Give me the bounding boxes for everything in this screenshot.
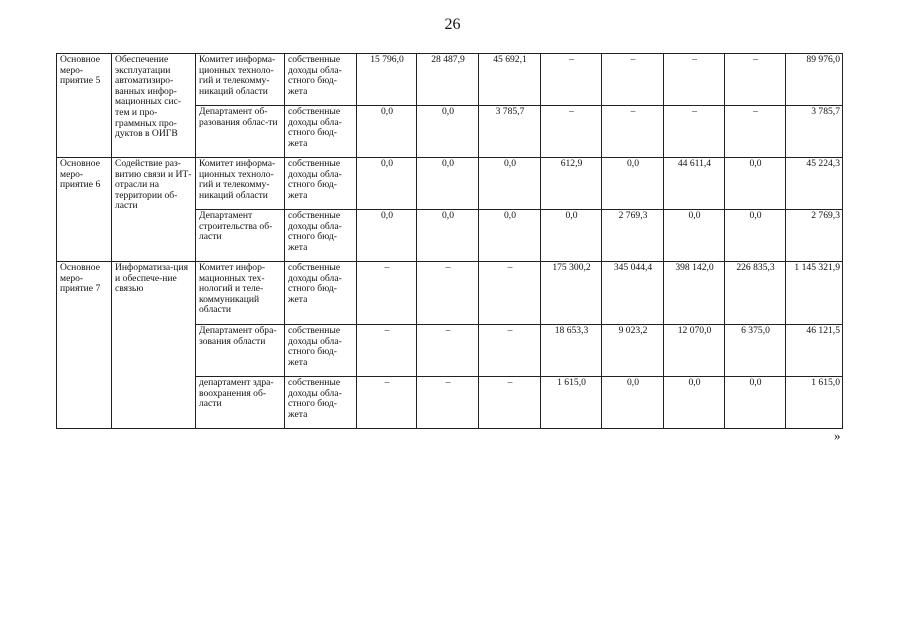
total-cell: 89 976,0 bbox=[786, 54, 843, 106]
value-cell: 3 785,7 bbox=[479, 106, 541, 158]
event-cell: Основное меро-приятие 5 bbox=[57, 54, 112, 158]
value-cell: 0,0 bbox=[417, 210, 479, 262]
value-cell: 44 611,4 bbox=[664, 158, 725, 210]
executor-cell: Департамент строительства об-ласти bbox=[196, 210, 285, 262]
executor-cell: Департамент обра-зования области bbox=[196, 325, 285, 377]
funding-source-cell: собственные доходы обла-стного бюд-жета bbox=[285, 262, 357, 325]
total-cell: 45 224,3 bbox=[786, 158, 843, 210]
value-cell: – bbox=[602, 106, 664, 158]
funding-source-cell: собственные доходы обла-стного бюд-жета bbox=[285, 158, 357, 210]
value-cell: 398 142,0 bbox=[664, 262, 725, 325]
value-cell: – bbox=[417, 377, 479, 429]
event-description-cell: Содействие раз-витию связи и ИТ-отрасли на территории об-ласти bbox=[112, 158, 196, 262]
value-cell: 9 023,2 bbox=[602, 325, 664, 377]
value-cell: 18 653,3 bbox=[541, 325, 602, 377]
value-cell: 0,0 bbox=[541, 210, 602, 262]
value-cell: 15 796,0 bbox=[357, 54, 417, 106]
value-cell: 175 300,2 bbox=[541, 262, 602, 325]
value-cell: 612,9 bbox=[541, 158, 602, 210]
executor-cell: Комитет информа-ционных техноло-гий и телекомму-никаций области bbox=[196, 158, 285, 210]
value-cell: 6 375,0 bbox=[725, 325, 786, 377]
total-cell: 1 615,0 bbox=[786, 377, 843, 429]
total-cell: 2 769,3 bbox=[786, 210, 843, 262]
funding-source-cell: собственные доходы обла-стного бюд-жета bbox=[285, 54, 357, 106]
value-cell: 0,0 bbox=[725, 377, 786, 429]
value-cell: – bbox=[725, 106, 786, 158]
value-cell: 0,0 bbox=[602, 158, 664, 210]
total-cell: 1 145 321,9 bbox=[786, 262, 843, 325]
value-cell: 0,0 bbox=[725, 158, 786, 210]
value-cell: – bbox=[541, 106, 602, 158]
funding-source-cell: собственные доходы обла-стного бюд-жета bbox=[285, 106, 357, 158]
value-cell: – bbox=[417, 262, 479, 325]
value-cell: – bbox=[725, 54, 786, 106]
value-cell: 0,0 bbox=[479, 158, 541, 210]
funding-source-cell: собственные доходы обла-стного бюд-жета bbox=[285, 325, 357, 377]
value-cell: 1 615,0 bbox=[541, 377, 602, 429]
value-cell: 345 044,4 bbox=[602, 262, 664, 325]
value-cell: – bbox=[664, 54, 725, 106]
value-cell: – bbox=[664, 106, 725, 158]
budget-table bbox=[56, 53, 843, 429]
value-cell: 0,0 bbox=[417, 106, 479, 158]
value-cell: 0,0 bbox=[417, 158, 479, 210]
value-cell: 0,0 bbox=[725, 210, 786, 262]
table-row bbox=[57, 262, 843, 325]
value-cell: 0,0 bbox=[357, 158, 417, 210]
value-cell: 0,0 bbox=[479, 210, 541, 262]
value-cell: – bbox=[479, 377, 541, 429]
executor-cell: Комитет информа-ционных техноло-гий и телекомму-никаций области bbox=[196, 54, 285, 106]
closing-quote-mark: » bbox=[834, 428, 841, 443]
value-cell: – bbox=[357, 262, 417, 325]
value-cell: 28 487,9 bbox=[417, 54, 479, 106]
executor-cell: Департамент об-разования облас-ти bbox=[196, 106, 285, 158]
value-cell: – bbox=[479, 262, 541, 325]
funding-source-cell: собственные доходы обла-стного бюд-жета bbox=[285, 377, 357, 429]
table-row bbox=[57, 158, 843, 210]
value-cell: – bbox=[357, 377, 417, 429]
value-cell: – bbox=[602, 54, 664, 106]
value-cell: 45 692,1 bbox=[479, 54, 541, 106]
value-cell: 2 769,3 bbox=[602, 210, 664, 262]
event-description-cell: Обеспечение эксплуатации автоматизиро-ванных инфор-мационных сис-тем и про-граммных про-дуктов в ОИГВ bbox=[112, 54, 196, 158]
value-cell: 226 835,3 bbox=[725, 262, 786, 325]
event-cell: Основное меро-приятие 7 bbox=[57, 262, 112, 429]
event-cell: Основное меро-приятие 6 bbox=[57, 158, 112, 262]
funding-source-cell: собственные доходы обла-стного бюд-жета bbox=[285, 210, 357, 262]
page-number: 26 bbox=[444, 16, 461, 33]
value-cell: – bbox=[357, 325, 417, 377]
value-cell: – bbox=[541, 54, 602, 106]
executor-cell: департамент здра-воохранения об-ласти bbox=[196, 377, 285, 429]
value-cell: – bbox=[417, 325, 479, 377]
event-description-cell: Информатиза-ция и обеспече-ние связью bbox=[112, 262, 196, 429]
value-cell: 12 070,0 bbox=[664, 325, 725, 377]
total-cell: 3 785,7 bbox=[786, 106, 843, 158]
value-cell: 0,0 bbox=[357, 210, 417, 262]
value-cell: 0,0 bbox=[664, 377, 725, 429]
value-cell: 0,0 bbox=[602, 377, 664, 429]
table-row bbox=[57, 54, 843, 106]
executor-cell: Комитет инфор-мационных тех-нологий и теле-коммуникаций области bbox=[196, 262, 285, 325]
value-cell: 0,0 bbox=[357, 106, 417, 158]
total-cell: 46 121,5 bbox=[786, 325, 843, 377]
value-cell: – bbox=[479, 325, 541, 377]
value-cell: 0,0 bbox=[664, 210, 725, 262]
